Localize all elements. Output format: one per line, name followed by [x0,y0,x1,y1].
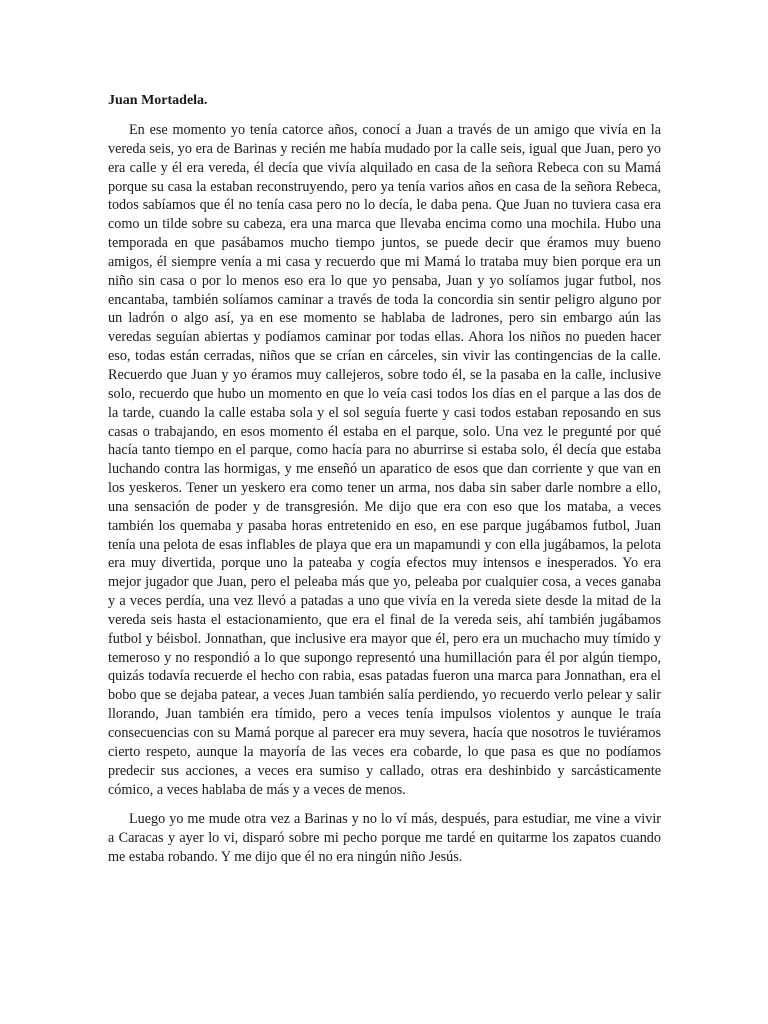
document-title: Juan Mortadela. [108,93,208,108]
document-page [108,92,661,878]
paragraph-1: En ese momento yo tenía catorce años, conocí a Juan a través de un amigo que vivía en la vereda seis, yo era de Barinas y recién me había mudado por la calle seis, igual que Juan, pero yo era calle y él era vereda, él decía que vivía alquilado en casa de la señora Rebeca con su Mamá porque su casa la estaban reconstruyendo, pero ya tenía varios años en casa de la señora Rebeca, todos sabíamos que él no tenía casa pero no lo decía, le daba pena. Que Juan no tuviera casa era como un tilde sobre su cabeza, era una marca que llevaba encima como una mochila. Hubo una temporada en que pasábamos mucho tiempo juntos, se puede decir que éramos muy bueno amigos, él siempre venía a mi casa y recuerdo que mi Mamá lo trataba muy bien porque era un niño sin casa o por lo menos eso era lo que yo pensaba, Juan y yo solíamos jugar futbol, nos encantaba, también solíamos caminar a través de toda la concordia sin sentir peligro alguno por un ladrón o algo así, ya en ese momento se hablaba de ladrones, pero sin embargo aún las veredas seguían abiertas y podíamos caminar por todas ellas. Ahora los niños no pueden hacer eso, todas están cerradas, niños que se crían en cárceles, sin vivir las contingencias de la calle. Recuerdo que Juan y yo éramos muy callejeros, sobre todo él, se la pasaba en la calle, inclusive solo, recuerdo que hubo un momento en que lo veía casi todos los días en el parque a las dos de la tarde, cuando la calle estaba sola y el sol seguía fuerte y casi todos estaban reposando en sus casas o trabajando, en esos momento él estaba en el parque, solo. Una vez le pregunté por qué hacía tanto tiempo en el parque, como hacía para no aburrirse si estaba solo, él decía que estaba luchando contra las hormigas, y me enseñó un aparatico de esos que dan corriente y que van en los yeskeros. Tener un yeskero era como tener un arma, nos daba sin saber darle nombre a ello, una sensación de poder y de transgresión. Me dijo que era con eso que los mataba, a veces también los quemaba y pasaba horas entretenido en eso, en ese parque jugábamos futbol, Juan tenía una pelota de esas inflables de playa que era un mapamundi y con ella jugábamos, la pelota era muy divertida, porque uno la pateaba y cogía efectos muy intensos e inesperados. Yo era mejor jugador que Juan, pero el peleaba más que yo, peleaba por cualquier cosa, a veces ganaba y a veces perdía, una vez llevó a patadas a uno que vivía en la vereda siete desde la mitad de la vereda seis hasta el estacionamiento, que era el final de la vereda seis, ahí también jugábamos futbol y béisbol. Jonnathan, que inclusive era mayor que él, pero era un muchacho muy tímido y temeroso y no respondió a lo que supongo representó una humillación para él por algún tiempo, quizás todavía recuerde el hecho con rabia, esas patadas fueron una marca para Jonnathan, era el bobo que se dejaba patear, a veces Juan también salía perdiendo, yo recuerdo verlo pelear y salir llorando, Juan también era tímido, pero a veces tenía impulsos violentos y aunque le traía consecuencias con su Mamá porque al parecer era muy severa, hacía que nosotros le tuviéramos cierto respeto, aunque la mayoría de las veces era cobarde, lo que pasa es que no podíamos predecir sus acciones, a veces era sumiso y callado, otras era deshinbido y sarcásticamente cómico, a veces hablaba de más y a veces de menos. [108,122,661,798]
paragraph-2: Luego yo me mude otra vez a Barinas y no lo ví más, después, para estudiar, me vine a vivir a Caracas y ayer lo vi, disparó sobre mi pecho porque me tardé en quitarme los zapatos cuando me estaba robando. Y me dijo que él no era ningún niño Jesús. [108,811,661,866]
